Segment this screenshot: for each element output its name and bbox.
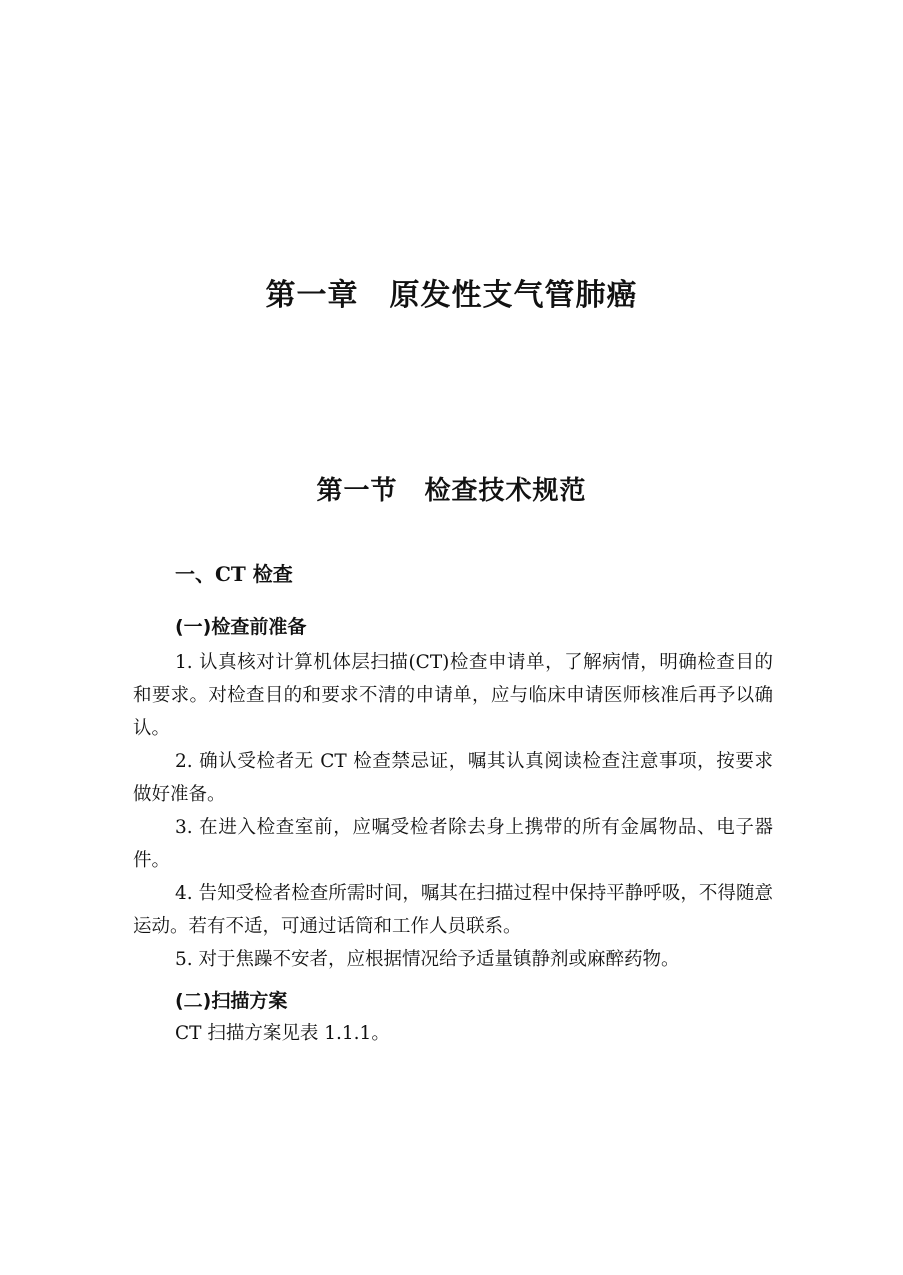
preparation-heading: (一)检查前准备 <box>175 616 307 638</box>
preparation-item-2: 2. 确认受检者无 CT 检查禁忌证，嘱其认真阅读检查注意事项，按要求做好准备。 <box>133 751 773 805</box>
subsection-title: 一、CT 检查 <box>175 562 293 586</box>
preparation-item-3: 3. 在进入检查室前，应嘱受检者除去身上携带的所有金属物品、电子器件。 <box>133 817 773 871</box>
section-title: 第一节 检查技术规范 <box>316 476 587 506</box>
preparation-item-5: 5. 对于焦躁不安者，应根据情况给予适量镇静剂或麻醉药物。 <box>175 949 680 970</box>
scan-plan-heading: (二)扫描方案 <box>175 990 288 1012</box>
preparation-item-4: 4. 告知受检者检查所需时间，嘱其在扫描过程中保持平静呼吸，不得随意运动。若有不适，可通过话筒和工作人员联系。 <box>133 883 773 937</box>
preparation-item-1: 1. 认真核对计算机体层扫描(CT)检查申请单，了解病情，明确检查目的和要求。对检查目的和要求不清的申请单，应与临床申请医师核准后再予以确认。 <box>133 652 773 739</box>
scan-plan-text: CT 扫描方案见表 1.1.1。 <box>175 1023 390 1044</box>
chapter-title: 第一章 原发性支气管肺癌 <box>265 278 638 313</box>
